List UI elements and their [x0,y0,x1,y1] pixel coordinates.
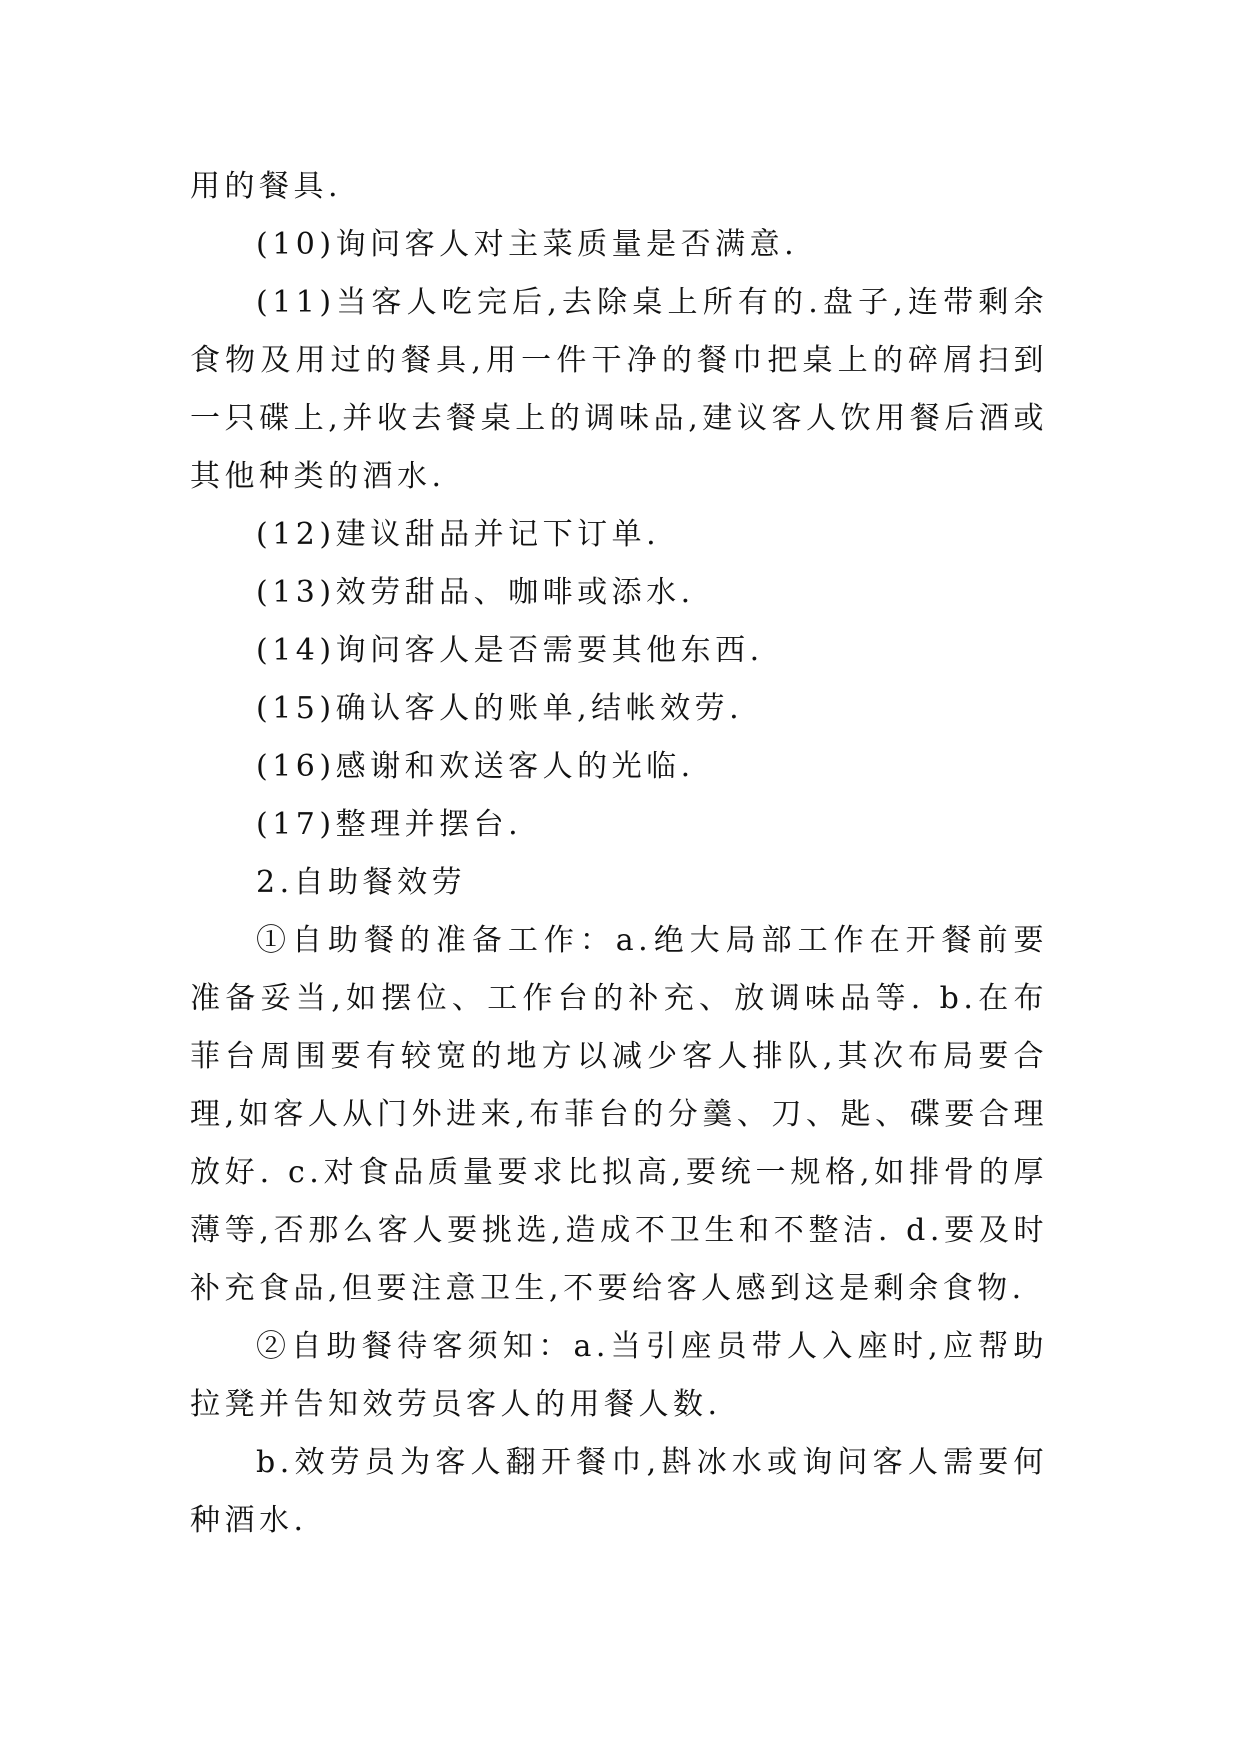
document-body [190,158,1048,1550]
paragraph-item-14: (14)询问客人是否需要其他东西. [256,633,764,668]
paragraph-item-10: (10)询问客人对主菜质量是否满意. [256,227,799,262]
paragraph-buffet-preparation: ①自助餐的准备工作：a.绝大局部工作在开餐前要准备妥当,如摆位、工作台的补充、放调味品等. b.在布菲台周围要有较宽的地方以减少客人排队,其次布局要合理,如客人从门外进来,布菲台的分羹、刀、匙、碟要合理放好. c.对食品质量要求比拟高,要统一规格,如排骨的厚薄等,否那么客人要挑选,造成不卫生和不整洁. d.要及时补充食品,但要注意卫生,不要给客人感到这是剩余食物. [190,923,1048,1306]
paragraph-buffet-guest-notes: ②自助餐待客须知：a.当引座员带人入座时,应帮助拉凳并告知效劳员客人的用餐人数. [190,1329,1048,1422]
paragraph-continuation: 用的餐具. [190,169,343,204]
paragraph-item-15: (15)确认客人的账单,结帐效劳. [256,691,744,726]
paragraph-buffet-napkin-water: b.效劳员为客人翻开餐巾,斟冰水或询问客人需要何种酒水. [190,1445,1048,1538]
paragraph-item-11: (11)当客人吃完后,去除桌上所有的.盘子,连带剩余食物及用过的餐具,用一件干净的餐巾把桌上的碎屑扫到一只碟上,并收去餐桌上的调味品,建议客人饮用餐后酒或其他种类的酒水. [190,285,1048,494]
section-heading-buffet-service: 2.自助餐效劳 [256,865,467,900]
paragraph-item-13: (13)效劳甜品、咖啡或添水. [256,575,695,610]
paragraph-item-12: (12)建议甜品并记下订单. [256,517,661,552]
paragraph-item-16: (16)感谢和欢送客人的光临. [256,749,695,784]
paragraph-item-17: (17)整理并摆台. [256,807,523,842]
